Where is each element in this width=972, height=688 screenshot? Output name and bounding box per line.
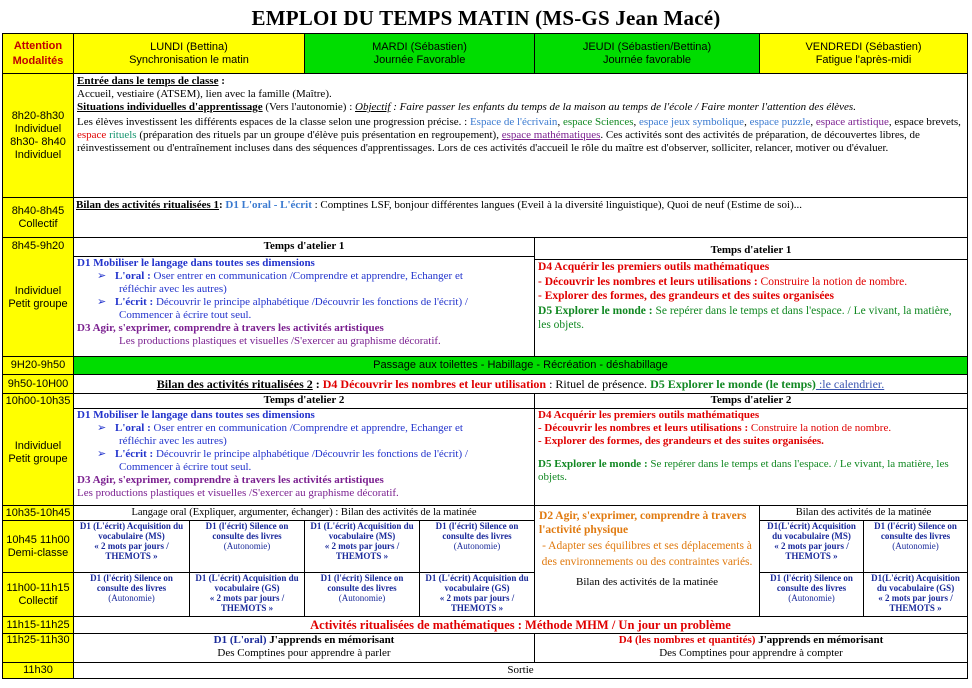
- espaces-paragraph: [77, 116, 964, 155]
- row-collectif: [3, 573, 968, 617]
- memo-sub: Des Comptines pour apprendre à parler: [217, 647, 391, 659]
- cell-sub: (Autonomie): [453, 541, 501, 551]
- bilan-label: Bilan des activités ritualisées 1: [76, 199, 219, 211]
- cell-text: D1 (l'écrit) Silence on consulte des livres: [770, 573, 853, 593]
- time-cell: 11h30: [3, 663, 74, 679]
- modality-label: Individuel: [14, 440, 62, 452]
- cell-text: D1 (L'écrit) Acquisition du vocabulaire (MS): [310, 521, 414, 541]
- mhm-content: Activités ritualisées de mathématiques : Méthode MHM / Un jour un problème: [74, 617, 968, 634]
- page-title: EMPLOI DU TEMPS MATIN (MS-GS Jean Macé): [251, 6, 721, 30]
- time-label: 10h00-10h35: [5, 395, 71, 407]
- domain-d1: D1 Mobiliser le langage dans toutes ses dimensions: [77, 409, 315, 421]
- cell-acq-ms: [74, 521, 190, 573]
- modality-label: Individuel: [14, 148, 62, 161]
- espace-jeux: espace jeux symbolique: [638, 116, 745, 128]
- sep: ,: [633, 116, 639, 128]
- memo-left: [74, 634, 535, 663]
- colon: :: [219, 199, 223, 211]
- memo-right: [535, 634, 968, 663]
- time-label: 10h45 11h00: [6, 533, 70, 546]
- cell-text: D1 (l'écrit) Silence on consulte des livres: [435, 521, 519, 541]
- time-label: 8h40-8h45: [11, 204, 65, 217]
- d2-cell: [535, 506, 760, 617]
- cell-sub: « 2 mots par jours / THEMOTS »: [439, 593, 515, 613]
- time-cell: 11h15-11h25: [3, 617, 74, 634]
- cell-text: D1 (L'écrit) Acquisition du vocabulaire (MS): [79, 521, 184, 541]
- time-cell: 10h35-10h45: [3, 506, 74, 521]
- cell-sub: « 2 mots par jours / THEMOTS »: [324, 541, 400, 561]
- cell-text: D1 (l'écrit) Silence on consulte des livres: [90, 573, 173, 593]
- cell-text: D1 (l'écrit) Silence on consulte des livres: [874, 521, 957, 541]
- objectif-label: Objectif: [355, 101, 391, 113]
- atelier1-left: Temps d'atelier 1 D1 Mobiliser le langage dans toutes ses dimensions ➢ L'oral : Oser entrer en communication /Comprendre et apprendre, Echanger et réfléchir avec les autres) ➢ L'écrit : Découvrir le principe alphabétique /Découvrir les fonctions de l'écrit) / Commencer à écrire tout seul. D3 Agir, s'exprimer, comprendre à travers les activités artistiques Les productions plastiques et visuelles /S'exercer au graphisme décoratif.: [74, 238, 535, 357]
- atelier1-right: [535, 238, 968, 357]
- time-cell: 9h50-10H00: [3, 375, 74, 394]
- cell-acq-gs: [864, 573, 968, 617]
- ecrit-label: L'écrit :: [115, 296, 154, 308]
- d3-text: Les productions plastiques et visuelles /S'exercer au graphisme décoratif.: [119, 335, 441, 347]
- schedule-table: [2, 33, 968, 679]
- modality-label: Individuel: [14, 285, 62, 297]
- cell-acq-ms: [760, 521, 864, 573]
- atelier2-left: Temps d'atelier 2 D1 Mobiliser le langage dans toutes ses dimensions ➢ L'oral : Oser entrer en communication /Comprendre et apprendre, Echanger et réfléchir avec les autres) ➢ L'écrit : Découvrir le principe alphabétique /Découvrir les fonctions de l'écrit) / Commencer à écrire tout seul. D3 Agir, s'exprimer, comprendre à travers les activités artistiques Les productions plastiques et visuelles /S'exercer au graphisme décoratif.: [74, 394, 535, 506]
- heading-suffix: (Vers l'autonomie) :: [262, 101, 356, 113]
- d4-line1-text: Construire la notion de nombre.: [757, 275, 908, 288]
- thursday-bilan: Bilan des activités de la matinée: [575, 576, 719, 588]
- accueil-line: Accueil, vestiaire (ATSEM), lien avec la famille (Maître).: [77, 88, 332, 100]
- modality-label: Petit groupe: [8, 453, 68, 465]
- cell-acq-gs: [420, 573, 535, 617]
- modality-label: Petit groupe: [8, 298, 68, 310]
- domain-d2: D2 Agir, s'exprimer, comprendre à travers l'activité physique: [539, 510, 747, 536]
- d4-line1-label: - Découvrir les nombres et leurs utilisations :: [538, 422, 749, 434]
- cell-sub: « 2 mots par jours / THEMOTS »: [878, 593, 953, 613]
- ecrit-text: Découvrir le principe alphabétique /Découvrir les fonctions de l'écrit) /: [153, 296, 468, 308]
- ecrit-text2: Commencer à écrire tout seul.: [119, 309, 252, 321]
- atelier-title: Temps d'atelier 2: [535, 394, 967, 409]
- time-cell: [3, 74, 74, 198]
- colon: :: [312, 376, 323, 391]
- colon: :: [218, 75, 225, 87]
- ecrit-text: Découvrir le principe alphabétique /Découvrir les fonctions de l'écrit) /: [153, 448, 468, 460]
- bilan1-content: [74, 198, 968, 238]
- row-mhm: [3, 617, 968, 634]
- espace-rituels-b: rituels: [106, 129, 137, 141]
- sep: ,: [557, 116, 563, 128]
- day-note: Journée favorable: [602, 53, 692, 66]
- cell-sub: « 2 mots par jours / THEMOTS »: [774, 541, 849, 561]
- ecrit-label: L'écrit :: [115, 448, 154, 460]
- domain-d5: D5 Explorer le monde :: [538, 304, 653, 317]
- cell-text: D1 (l'écrit) Silence on consulte des livres: [205, 521, 289, 541]
- time-cell: 9H20-9h50: [3, 357, 74, 375]
- cell-sub: (Autonomie): [108, 593, 155, 603]
- atelier-title: Temps d'atelier 1: [74, 238, 534, 257]
- domain-d4: D4 Acquérir les premiers outils mathématiques: [538, 409, 760, 421]
- cell-text: D1(L'écrit) Acquisition du vocabulaire (MS): [767, 521, 856, 541]
- cell-sub: (Autonomie): [788, 593, 835, 603]
- day-name: MARDI (Sébastien): [372, 40, 467, 53]
- modality-label: Individuel: [14, 122, 62, 135]
- sep: ,: [810, 116, 816, 128]
- atelier-title: Temps d'atelier 2: [74, 394, 534, 409]
- modality-label: Demi-classe: [7, 546, 69, 559]
- cell-text: D1(L'écrit) Acquisition du vocabulaire (GS): [871, 573, 960, 593]
- row-bilan1: [3, 198, 968, 238]
- cell-silence: [864, 521, 968, 573]
- memo-domain: D1 (L'oral): [213, 634, 267, 646]
- time-cell: [3, 238, 74, 357]
- atelier2-right: [535, 394, 968, 506]
- cell-text: D1 (L'écrit) Acquisition du vocabulaire (GS): [425, 573, 529, 593]
- espace-ecrivain: Espace de l'écrivain: [469, 116, 558, 128]
- cell-silence: [305, 573, 420, 617]
- atelier-title: Temps d'atelier 1: [535, 238, 967, 260]
- d3-text: Les productions plastiques et visuelles /S'exercer au graphisme décoratif.: [77, 487, 399, 499]
- espace-artistique: espace artistique: [815, 116, 889, 128]
- day-note: Synchronisation le matin: [129, 53, 249, 66]
- rituels-desc: (préparation des rituels par un groupe d'élève puis présentation en regroupement),: [136, 129, 502, 141]
- domain-d4: D4 Acquérir les premiers outils mathématiques: [538, 261, 770, 273]
- objectif-text: : Faire passer les enfants du temps de la maison au temps de l'école / Faire monter l'attention des élèves.: [390, 101, 856, 113]
- time-label: 8h45-9h20: [11, 240, 65, 252]
- day-note: Fatigue l'après-midi: [815, 53, 912, 66]
- time-cell: [3, 394, 74, 506]
- cell-sub: « 2 mots par jours / THEMOTS »: [209, 593, 285, 613]
- espace-rituels-a: espace: [77, 129, 107, 141]
- domain-d3: D3 Agir, s'exprimer, comprendre à travers les activités artistiques: [77, 474, 384, 486]
- row-atelier1: [3, 238, 968, 357]
- modality-label: Collectif: [18, 594, 58, 607]
- domain-d5: D5 Explorer le monde :: [538, 458, 648, 470]
- cell-text: D1 (l'écrit) Silence on consulte des livres: [320, 573, 404, 593]
- cell-sub: « 2 mots par jours / THEMOTS »: [94, 541, 169, 561]
- d5-text: Se repérer dans le temps et dans l'espace. / Le vivant, la matière, les objets.: [538, 304, 952, 331]
- espace-sciences: espace Sciences: [562, 116, 634, 128]
- domain-d3: D3 Agir, s'exprimer, comprendre à travers les activités artistiques: [77, 322, 384, 334]
- d2-text: - Adapter ses équilibres et ses déplacements à des environnements ou des contraintes variés.: [541, 540, 753, 568]
- d4-line1-label: - Découvrir les nombres et leurs utilisations :: [538, 275, 758, 288]
- sep: ,: [744, 116, 750, 128]
- domain-d1: D1 L'oral - L'écrit: [225, 199, 312, 211]
- cell-silence: [190, 521, 305, 573]
- d5-text: Se repérer dans le temps et dans l'espace. / Le vivant, la matière, les objets.: [538, 458, 949, 483]
- cell-sub: (Autonomie): [223, 541, 271, 551]
- domain-d1: D1 Mobiliser le langage dans toutes ses dimensions: [77, 257, 315, 269]
- day-friday: [760, 34, 968, 74]
- time-cell: 11h25-11h30: [3, 634, 74, 663]
- section-heading: Entrée dans le temps de classe: [77, 75, 219, 87]
- espace-maths: espace mathématiques: [501, 129, 601, 141]
- time-label: 11h00-11h15: [6, 581, 70, 594]
- oral-text2: réfléchir avec les autres): [119, 435, 227, 447]
- corner-cell: [3, 34, 74, 74]
- bilan-label: Bilan des activités ritualisées 2: [156, 376, 313, 391]
- d4-line2: - Explorer des formes, des grandeurs et des suites organisées.: [538, 435, 824, 447]
- row-bilan2: [3, 375, 968, 394]
- friday-bilan: Bilan des activités de la matinée: [760, 506, 968, 521]
- day-name: JEUDI (Sébastien/Bettina): [582, 40, 712, 53]
- oral-text2: réfléchir avec les autres): [119, 283, 227, 295]
- modality-label: Collectif: [18, 217, 58, 230]
- espace-brevets: espace brevets: [894, 116, 959, 128]
- oral-label: L'oral :: [115, 270, 151, 282]
- memo-domain: D4 (les nombres et quantités): [618, 634, 756, 646]
- memo-title: J'apprends en mémorisant: [266, 634, 395, 646]
- cell-sub: (Autonomie): [892, 541, 939, 551]
- bilan-mid: : Rituel de présence.: [546, 376, 651, 391]
- day-monday: [74, 34, 305, 74]
- domain-d4: D4 Découvrir les nombres et leur utilisation: [322, 376, 547, 391]
- day-tuesday: [305, 34, 535, 74]
- corner-modalites: Modalités: [12, 54, 64, 67]
- row-langage: [3, 506, 968, 521]
- day-name: LUNDI (Bettina): [150, 40, 228, 53]
- time-label: 8h30- 8h40: [10, 135, 66, 148]
- oral-text: Oser entrer en communication /Comprendre et apprendre, Echanger et: [150, 270, 463, 282]
- row-demi-classe: [3, 521, 968, 573]
- domain-d5: D5 Explorer le monde (le temps): [650, 376, 816, 391]
- header-row: [3, 34, 968, 74]
- cell-sub: (Autonomie): [338, 593, 386, 603]
- oral-text: Oser entrer en communication /Comprendre et apprendre, Echanger et: [150, 422, 463, 434]
- time-label: 8h20-8h30: [11, 109, 65, 122]
- oral-label: L'oral :: [115, 422, 151, 434]
- para-end: . Ces activités sont des activités de préparation, de découvertes libres, de réinvestissement ou d'entraînement incluses dans des séquences d'apprentissages. Lors de ces activités d'accueil le rôle du maître est d'observer, solliciter, relancer, motiver ou d'évaluer.: [77, 129, 920, 154]
- time-cell: [3, 198, 74, 238]
- cell-acq-ms: [305, 521, 420, 573]
- d4-line1-text: Construire la notion de nombre.: [748, 422, 892, 434]
- espace-puzzle: espace puzzle: [749, 116, 811, 128]
- sep: ,: [888, 116, 895, 128]
- d4-line2: - Explorer des formes, des grandeurs et des suites organisées: [538, 290, 835, 302]
- bilan2-content: [74, 375, 968, 394]
- cell-silence: [420, 521, 535, 573]
- cell-silence: [74, 573, 190, 617]
- cell-text: D1 (L'écrit) Acquisition du vocabulaire (GS): [195, 573, 299, 593]
- cell-silence: [760, 573, 864, 617]
- memo-sub: Des Comptines pour apprendre à compter: [659, 647, 843, 659]
- day-note: Journée Favorable: [373, 53, 466, 66]
- para-start: Les élèves investissent les différents espaces de la classe selon une progression précise. :: [77, 116, 470, 128]
- passage-content: Passage aux toilettes - Habillage - Récréation - déshabillage: [74, 357, 968, 375]
- sep: ,: [958, 116, 961, 128]
- accueil-content: [74, 74, 968, 198]
- sortie-content: Sortie: [74, 663, 968, 679]
- section-heading: Situations individuelles d'apprentissage: [77, 101, 263, 113]
- day-thursday: [535, 34, 760, 74]
- bilan-text: : Comptines LSF, bonjour différentes langues (Eveil à la diversité linguistique), Quoi de neuf (Estime de soi)...: [311, 199, 803, 211]
- row-accueil: [3, 74, 968, 198]
- row-atelier2: [3, 394, 968, 506]
- row-passage: [3, 357, 968, 375]
- corner-attention: Attention: [13, 39, 63, 52]
- memo-title: J'apprends en mémorisant: [755, 634, 884, 646]
- day-name: VENDREDI (Sébastien): [805, 40, 922, 53]
- ecrit-text2: Commencer à écrire tout seul.: [119, 461, 252, 473]
- langage-oral: Langage oral (Expliquer, argumenter, échanger) : Bilan des activités de la matinée: [74, 506, 535, 521]
- time-cell: [3, 521, 74, 573]
- row-sortie: [3, 663, 968, 679]
- bilan-end: :le calendrier.: [815, 376, 885, 391]
- cell-acq-gs: [190, 573, 305, 617]
- row-memo: [3, 634, 968, 663]
- time-cell: [3, 573, 74, 617]
